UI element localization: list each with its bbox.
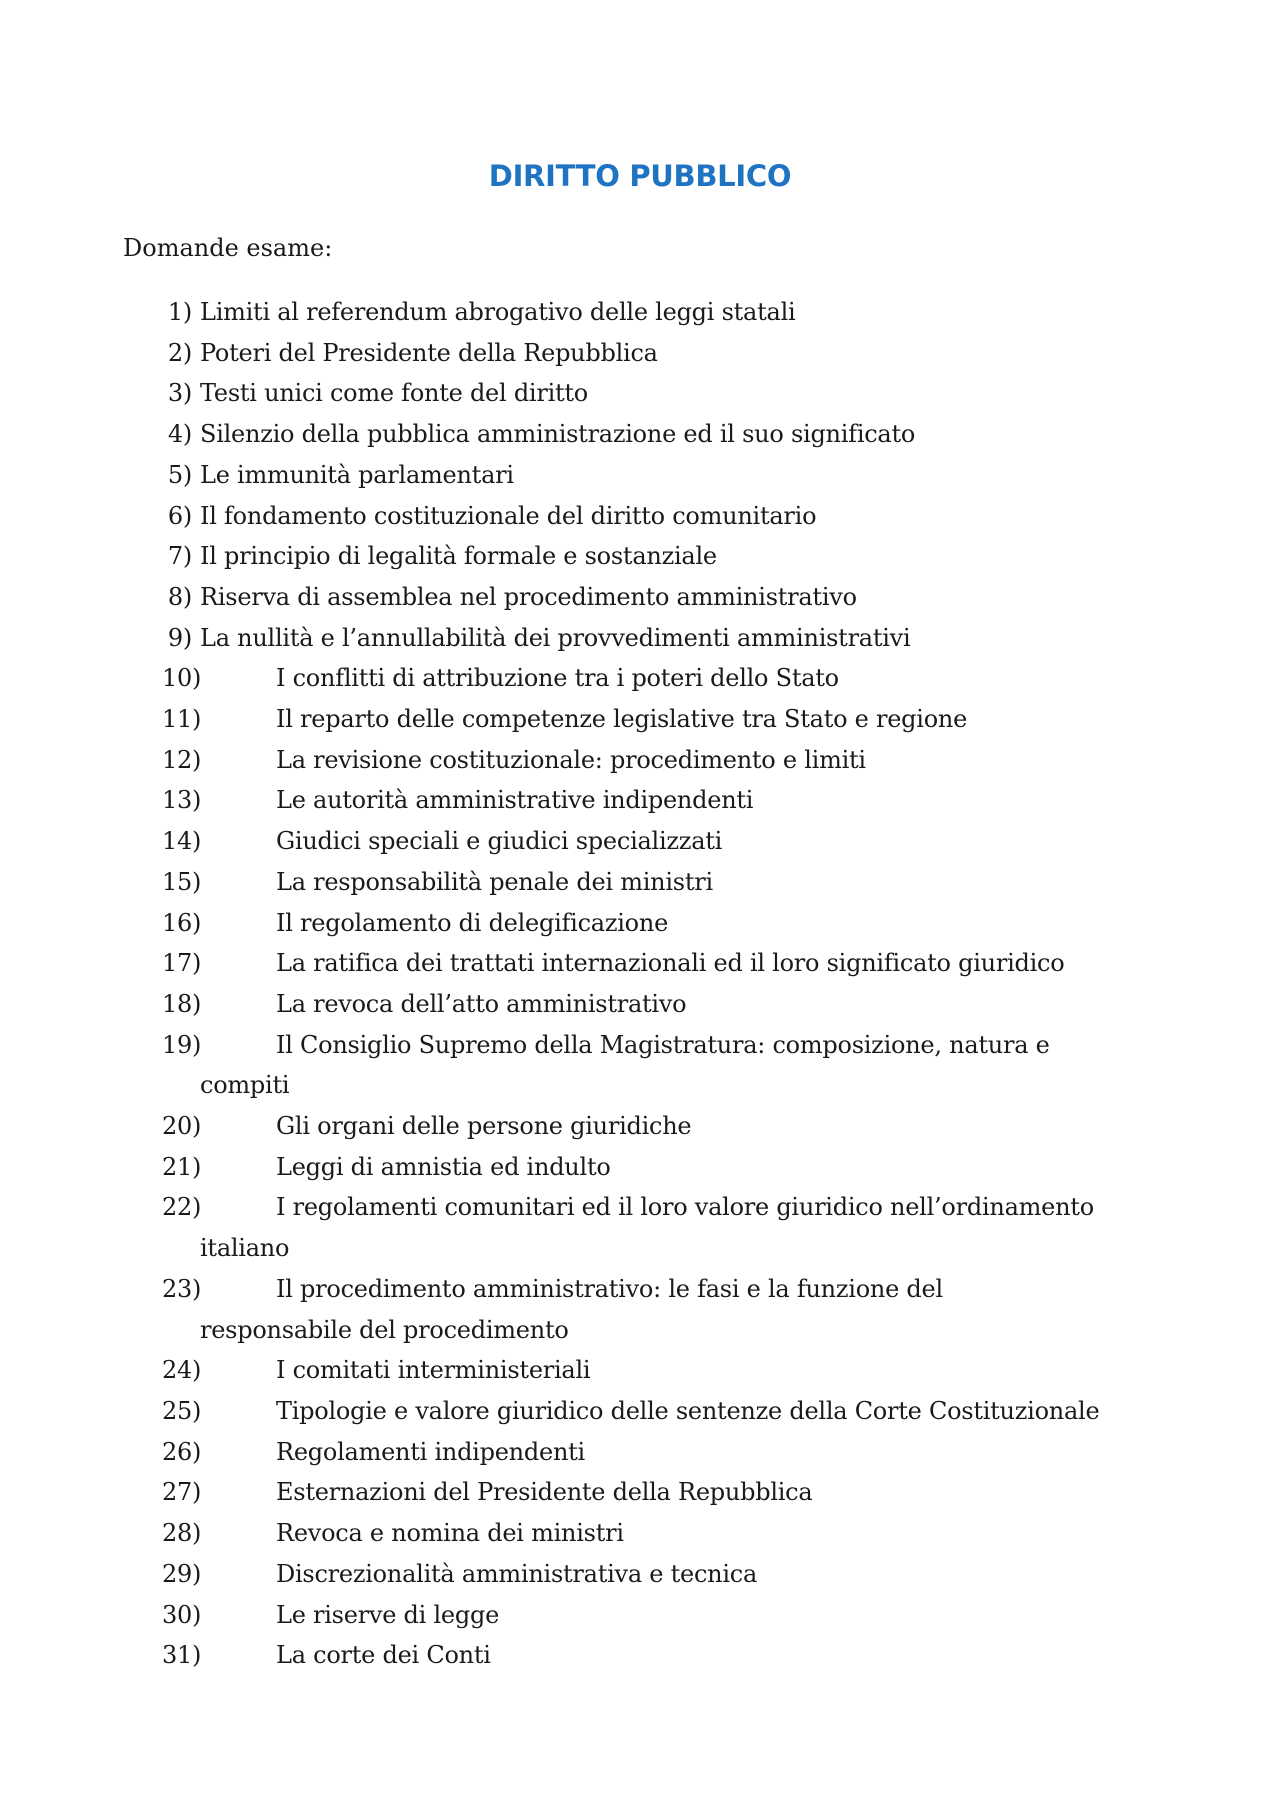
question-number: 9) [167, 623, 192, 652]
question-item [0, 1595, 1280, 1636]
question-item [0, 1025, 1280, 1106]
question-item [0, 903, 1280, 944]
question-number: 4) [167, 420, 192, 449]
question-text: Il Consiglio Supremo della Magistratura: composizione, natura e [276, 1030, 1050, 1059]
question-text: Le immunità parlamentari [200, 460, 514, 489]
question-list [0, 292, 1280, 1676]
question-text: La revoca dell’atto amministrativo [276, 989, 687, 1018]
question-text: La corte dei Conti [276, 1641, 491, 1670]
question-text: Revoca e nomina dei ministri [276, 1519, 624, 1548]
question-number: 16) [162, 908, 202, 937]
subtitle: Domande esame: [123, 234, 333, 262]
question-text: Il principio di legalità formale e sostanziale [200, 542, 717, 571]
question-number: 12) [162, 745, 202, 774]
question-text: Limiti al referendum abrogativo delle leggi statali [200, 298, 796, 326]
question-item [0, 414, 1280, 455]
question-number: 13) [162, 786, 202, 815]
question-item [0, 1391, 1280, 1432]
question-item [0, 373, 1280, 414]
question-text: Leggi di amnistia ed indulto [276, 1152, 611, 1181]
question-item [0, 1472, 1280, 1513]
question-item [0, 1106, 1280, 1147]
question-item [0, 618, 1280, 659]
question-text: Giudici speciali e giudici specializzati [276, 827, 723, 856]
question-number: 31) [162, 1641, 202, 1670]
question-item [0, 658, 1280, 699]
question-number: 15) [162, 867, 202, 896]
question-item [0, 1187, 1280, 1268]
question-item [0, 1554, 1280, 1595]
question-item [0, 740, 1280, 781]
question-number: 25) [162, 1396, 202, 1425]
question-item [0, 1432, 1280, 1473]
question-item [0, 699, 1280, 740]
question-text: Silenzio della pubblica amministrazione ed il suo significato [200, 420, 916, 449]
question-text: La responsabilità penale dei ministri [276, 867, 713, 896]
question-item [0, 496, 1280, 537]
question-text: Gli organi delle persone giuridiche [276, 1112, 692, 1141]
question-text-continuation: italiano [200, 1234, 290, 1263]
question-item [0, 536, 1280, 577]
question-text: Discrezionalità amministrativa e tecnica [276, 1559, 758, 1588]
question-item [0, 1147, 1280, 1188]
question-item [0, 455, 1280, 496]
question-text: Le riserve di legge [276, 1600, 500, 1629]
question-number: 18) [162, 989, 202, 1018]
question-number: 24) [162, 1356, 202, 1385]
question-item [0, 780, 1280, 821]
question-item [0, 1350, 1280, 1391]
question-item [0, 1269, 1280, 1350]
question-number: 6) [167, 501, 192, 530]
question-text: Le autorità amministrative indipendenti [276, 786, 754, 815]
question-text: La revisione costituzionale: procedimento e limiti [276, 745, 866, 774]
question-number: 1) [167, 298, 192, 326]
page-title: DIRITTO PUBBLICO [488, 159, 792, 193]
question-text: Regolamenti indipendenti [276, 1437, 585, 1466]
question-item [0, 943, 1280, 984]
question-number: 14) [162, 827, 202, 856]
question-text: Riserva di assemblea nel procedimento amministrativo [200, 582, 857, 611]
question-text: Il procedimento amministrativo: le fasi e la funzione del [276, 1274, 943, 1303]
question-text: La nullità e l’annullabilità dei provvedimenti amministrativi [200, 623, 911, 652]
question-item [0, 862, 1280, 903]
question-number: 20) [162, 1112, 202, 1141]
question-item [0, 1635, 1280, 1676]
question-number: 11) [162, 705, 202, 734]
question-text: Il reparto delle competenze legislative tra Stato e regione [276, 705, 968, 734]
question-text-continuation: compiti [200, 1071, 290, 1100]
question-number: 22) [162, 1193, 202, 1222]
question-number: 7) [167, 542, 192, 571]
question-text: Esternazioni del Presidente della Repubblica [276, 1478, 813, 1507]
question-number: 10) [162, 664, 202, 693]
question-number: 2) [167, 338, 192, 367]
question-number: 3) [167, 379, 192, 408]
question-item [0, 577, 1280, 618]
question-number: 27) [162, 1478, 202, 1507]
question-number: 23) [162, 1274, 202, 1303]
question-text: La ratifica dei trattati internazionali ed il loro significato giuridico [276, 949, 1065, 978]
question-number: 26) [162, 1437, 202, 1466]
question-item [0, 984, 1280, 1025]
question-number: 21) [162, 1152, 202, 1181]
question-text: Tipologie e valore giuridico delle sentenze della Corte Costituzionale [276, 1396, 1100, 1425]
question-number: 30) [162, 1600, 202, 1629]
question-item [0, 333, 1280, 374]
question-text: Il regolamento di delegificazione [276, 908, 669, 937]
question-number: 28) [162, 1519, 202, 1548]
question-text: Testi unici come fonte del diritto [200, 379, 588, 408]
question-text: I conflitti di attribuzione tra i poteri dello Stato [276, 664, 839, 693]
question-text: I regolamenti comunitari ed il loro valore giuridico nell’ordinamento [276, 1193, 1094, 1222]
question-number: 5) [167, 460, 192, 489]
question-number: 17) [162, 949, 202, 978]
question-text: Il fondamento costituzionale del diritto comunitario [200, 501, 817, 530]
question-number: 29) [162, 1559, 202, 1588]
question-number: 19) [162, 1030, 202, 1059]
question-item [0, 292, 1280, 333]
question-text-continuation: responsabile del procedimento [200, 1315, 569, 1344]
question-text: Poteri del Presidente della Repubblica [200, 338, 658, 367]
question-number: 8) [167, 582, 192, 611]
question-text: I comitati interministeriali [276, 1356, 591, 1385]
question-item [0, 1513, 1280, 1554]
question-item [0, 821, 1280, 862]
